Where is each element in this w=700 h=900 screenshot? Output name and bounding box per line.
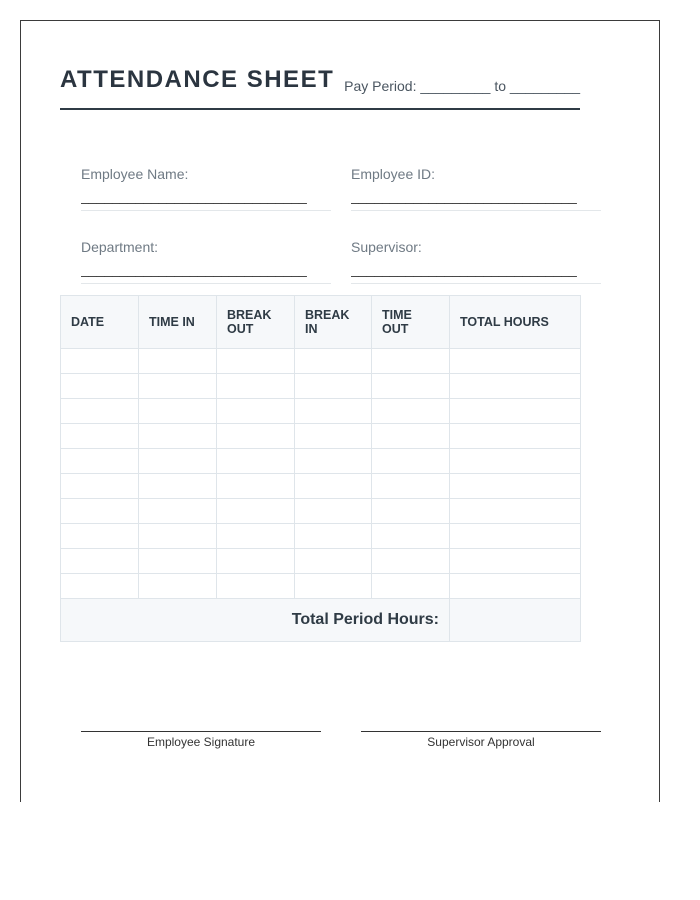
table-cell[interactable] — [295, 399, 372, 424]
table-cell[interactable] — [295, 524, 372, 549]
table-cell[interactable] — [217, 374, 295, 399]
table-cell[interactable] — [372, 474, 450, 499]
table-row — [61, 524, 581, 549]
employee-id-divider — [351, 210, 601, 211]
employee-signature-line[interactable] — [81, 731, 321, 732]
employee-name-divider — [81, 210, 331, 211]
department-input[interactable]: _____________________________ — [81, 261, 307, 277]
table-cell[interactable] — [372, 399, 450, 424]
supervisor-signature-label: Supervisor Approval — [427, 735, 535, 749]
table-cell[interactable] — [372, 374, 450, 399]
table-cell[interactable] — [450, 574, 581, 599]
department-field — [81, 239, 331, 284]
table-cell[interactable] — [217, 349, 295, 374]
table-cell[interactable] — [295, 449, 372, 474]
pay-period-label: Pay Period: — [344, 78, 417, 94]
table-cell[interactable] — [450, 449, 581, 474]
attendance-table — [60, 295, 581, 642]
table-cell[interactable] — [217, 449, 295, 474]
column-header-total-hours: TOTAL HOURS — [450, 296, 581, 349]
supervisor-divider — [351, 283, 601, 284]
table-cell[interactable] — [61, 574, 139, 599]
pay-period — [344, 78, 580, 94]
table-cell[interactable] — [139, 399, 217, 424]
table-cell[interactable] — [61, 374, 139, 399]
table-cell[interactable] — [295, 349, 372, 374]
table-cell[interactable] — [372, 349, 450, 374]
sheet-header — [60, 64, 580, 110]
pay-period-start-field[interactable]: _________ — [420, 78, 491, 94]
table-cell[interactable] — [372, 449, 450, 474]
pay-period-to-label: to — [494, 78, 507, 94]
table-cell[interactable] — [450, 399, 581, 424]
table-cell[interactable] — [372, 424, 450, 449]
table-cell[interactable] — [217, 499, 295, 524]
employee-id-field — [351, 166, 601, 211]
supervisor-signature — [361, 731, 601, 749]
employee-name-field — [81, 166, 331, 211]
table-cell[interactable] — [450, 424, 581, 449]
table-row — [61, 424, 581, 449]
table-cell[interactable] — [295, 474, 372, 499]
supervisor-field — [351, 239, 601, 284]
table-cell[interactable] — [139, 549, 217, 574]
table-header-row — [61, 296, 581, 349]
table-cell[interactable] — [372, 574, 450, 599]
table-cell[interactable] — [139, 449, 217, 474]
table-cell[interactable] — [450, 549, 581, 574]
supervisor-signature-line[interactable] — [361, 731, 601, 732]
column-header-date: DATE — [61, 296, 139, 349]
table-cell[interactable] — [295, 574, 372, 599]
table-cell[interactable] — [450, 474, 581, 499]
total-period-hours-cell[interactable] — [450, 599, 581, 642]
table-row — [61, 474, 581, 499]
table-cell[interactable] — [295, 374, 372, 399]
table-cell[interactable] — [61, 449, 139, 474]
table-cell[interactable] — [372, 499, 450, 524]
employee-id-input[interactable]: _____________________________ — [351, 188, 577, 204]
table-cell[interactable] — [450, 499, 581, 524]
table-cell[interactable] — [295, 424, 372, 449]
total-row — [61, 599, 581, 642]
employee-name-label: Employee Name: — [81, 166, 189, 182]
table-cell[interactable] — [139, 349, 217, 374]
table-cell[interactable] — [217, 574, 295, 599]
column-header-time-out: TIME OUT — [372, 296, 450, 349]
table-cell[interactable] — [61, 549, 139, 574]
table-cell[interactable] — [139, 499, 217, 524]
employee-name-input[interactable]: _____________________________ — [81, 188, 307, 204]
table-cell[interactable] — [139, 374, 217, 399]
column-header-break-out: BREAK OUT — [217, 296, 295, 349]
department-label: Department: — [81, 239, 159, 255]
table-cell[interactable] — [139, 524, 217, 549]
employee-signature-label: Employee Signature — [146, 735, 256, 749]
supervisor-input[interactable]: _____________________________ — [351, 261, 577, 277]
table-cell[interactable] — [61, 349, 139, 374]
employee-signature — [81, 731, 321, 749]
page-title: ATTENDANCE SHEET — [60, 66, 335, 93]
table-cell[interactable] — [61, 424, 139, 449]
table-cell[interactable] — [450, 524, 581, 549]
table-cell[interactable] — [217, 399, 295, 424]
department-divider — [81, 283, 331, 284]
table-cell[interactable] — [295, 499, 372, 524]
table-cell[interactable] — [61, 399, 139, 424]
total-period-hours-label: Total Period Hours: — [61, 599, 450, 642]
table-row — [61, 374, 581, 399]
table-row — [61, 574, 581, 599]
table-cell[interactable] — [450, 374, 581, 399]
table-cell[interactable] — [450, 349, 581, 374]
column-header-break-in: BREAK IN — [295, 296, 372, 349]
table-cell[interactable] — [217, 549, 295, 574]
table-cell[interactable] — [139, 574, 217, 599]
column-header-time-in: TIME IN — [139, 296, 217, 349]
table-cell[interactable] — [61, 474, 139, 499]
table-row — [61, 349, 581, 374]
pay-period-end-field[interactable]: _________ — [509, 78, 580, 94]
table-cell[interactable] — [217, 524, 295, 549]
table-cell[interactable] — [139, 424, 217, 449]
table-cell[interactable] — [139, 474, 217, 499]
table-row — [61, 549, 581, 574]
table-cell[interactable] — [61, 524, 139, 549]
table-cell[interactable] — [295, 549, 372, 574]
table-row — [61, 399, 581, 424]
table-cell[interactable] — [61, 499, 139, 524]
table-cell[interactable] — [372, 524, 450, 549]
table-cell[interactable] — [217, 424, 295, 449]
table-cell[interactable] — [217, 474, 295, 499]
table-row — [61, 499, 581, 524]
supervisor-label: Supervisor: — [351, 239, 422, 255]
table-row — [61, 449, 581, 474]
table-cell[interactable] — [372, 549, 450, 574]
employee-id-label: Employee ID: — [351, 166, 436, 182]
